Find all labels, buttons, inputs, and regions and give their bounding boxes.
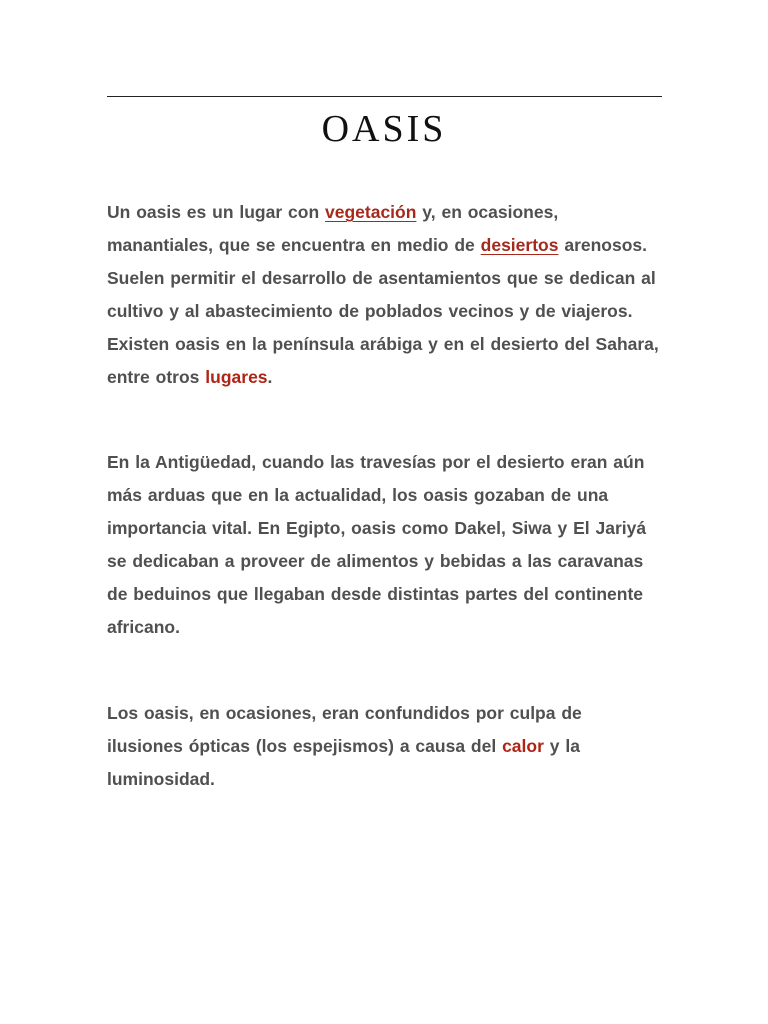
link-vegetacion[interactable]: vegetación xyxy=(325,202,417,222)
paragraph-1-text-c: arenosos. Suelen permitir el desarrollo de asentamientos que se dedican al cultivo y al abastecimiento de poblados vecinos y de viajeros. Existen oasis en la península arábiga y en el desierto del Sahara, entre otros xyxy=(107,235,659,387)
paragraph-1 xyxy=(107,196,663,394)
top-horizontal-rule xyxy=(107,96,662,97)
document-title: OASIS xyxy=(321,108,447,150)
paragraph-2: En la Antigüedad, cuando las travesías por el desierto eran aún más arduas que en la actualidad, los oasis gozaban de una importancia vital. En Egipto, oasis como Dakel, Siwa y El Jariyá se dedicaban a proveer de alimentos y bebidas a las caravanas de beduinos que llegaban desde distintas partes del continente africano. xyxy=(107,452,647,637)
paragraph-1-text-d: . xyxy=(267,367,273,387)
paragraph-3-text-a: Los oasis, en ocasiones, eran confundidos por culpa de ilusiones ópticas (los espejismos) a causa del xyxy=(107,703,582,756)
highlight-lugares: lugares xyxy=(205,367,268,387)
highlight-calor: calor xyxy=(502,736,544,756)
link-desiertos[interactable]: desiertos xyxy=(480,235,559,255)
paragraph-3-text-b: y la luminosidad. xyxy=(107,736,580,789)
paragraph-1-text-a: Un oasis es un lugar con xyxy=(107,202,325,222)
paragraph-3 xyxy=(107,697,663,796)
paragraph-1-text-b: y, en ocasiones, manantiales, que se encuentra en medio de xyxy=(107,202,559,255)
